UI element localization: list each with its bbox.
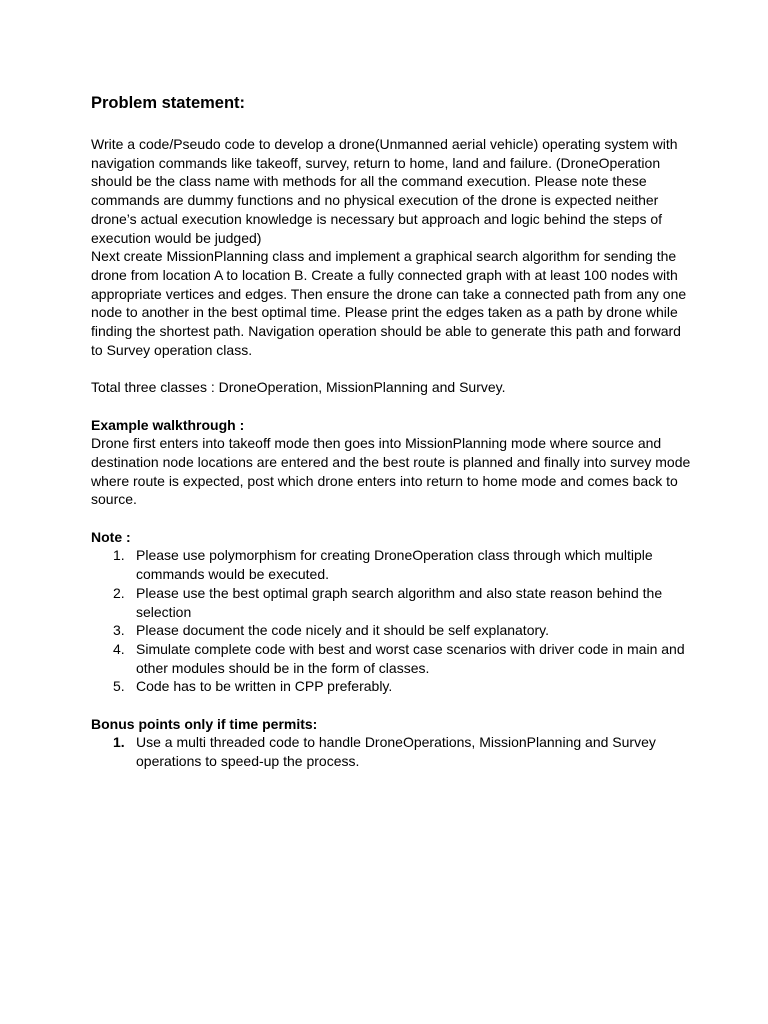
list-item bbox=[91, 584, 691, 621]
mission-planning-paragraph: Next create MissionPlanning class and implement a graphical search algorithm for sending the drone from location A to location B. Create a fully connected graph with at least 100 nodes with appropriate vertices and edges. Then ensure the drone can take a connected path from any one node to another in the best optimal time. Please print the edges taken as a path by drone while finding the shortest path. Navigation operation should be able to generate this path and forward to Survey operation class. bbox=[91, 248, 687, 358]
document-page bbox=[91, 92, 691, 771]
list-item-text: Code has to be written in CPP preferably. bbox=[136, 678, 393, 695]
walkthrough-paragraph: Drone first enters into takeoff mode then goes into MissionPlanning mode where source and destination node locations are entered and the best route is planned and finally into survey mode where route is expected, post which drone enters into return to home mode and comes back to source. bbox=[91, 435, 691, 508]
list-number: 1. bbox=[113, 547, 125, 564]
note-heading: Note : bbox=[91, 528, 131, 545]
document-title: Problem statement: bbox=[91, 94, 246, 112]
intro-paragraph: Write a code/Pseudo code to develop a drone(Unmanned aerial vehicle) operating system with navigation commands like takeoff, survey, return to home, land and failure. (DroneOperation should be the class name with methods for all the command execution. Please note these commands are dummy functions and no physical execution of the drone is expected neither drone’s actual execution knowledge is necessary but approach and logic behind the steps of execution would be judged) bbox=[91, 136, 678, 246]
list-item-text: Please use the best optimal graph search algorithm and also state reason behind the selection bbox=[136, 584, 663, 620]
list-item-text: Please document the code nicely and it should be self explanatory. bbox=[136, 622, 549, 639]
list-item bbox=[91, 621, 691, 640]
list-item bbox=[91, 677, 691, 696]
list-number: 4. bbox=[113, 640, 125, 657]
classes-summary-paragraph: Total three classes : DroneOperation, MissionPlanning and Survey. bbox=[91, 379, 506, 396]
list-number: 3. bbox=[113, 622, 125, 639]
list-item-text: Simulate complete code with best and worst case scenarios with driver code in main and other modules should be in the form of classes. bbox=[136, 640, 685, 676]
walkthrough-heading: Example walkthrough : bbox=[91, 416, 245, 433]
notes-list bbox=[91, 546, 691, 696]
list-number: 5. bbox=[113, 678, 125, 695]
list-item-text: Use a multi threaded code to handle DroneOperations, MissionPlanning and Survey operations to speed-up the process. bbox=[136, 734, 656, 770]
list-item bbox=[91, 640, 691, 677]
bonus-list bbox=[91, 733, 691, 770]
list-number: 1. bbox=[113, 734, 125, 751]
list-item bbox=[91, 546, 691, 583]
list-number: 2. bbox=[113, 584, 125, 601]
list-item bbox=[91, 733, 691, 770]
list-item-text: Please use polymorphism for creating DroneOperation class through which multiple commands would be executed. bbox=[136, 547, 653, 583]
bonus-heading: Bonus points only if time permits: bbox=[91, 715, 318, 732]
